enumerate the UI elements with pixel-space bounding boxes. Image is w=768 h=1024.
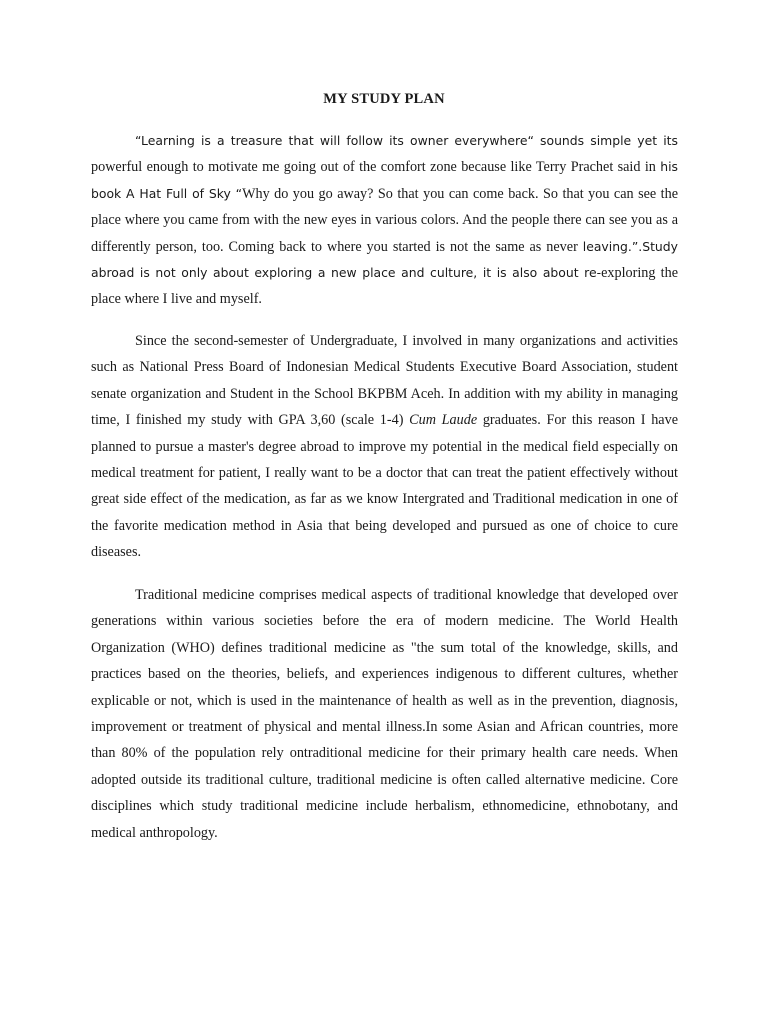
paragraph-intro-text-3: exploring the place where I live and myself. bbox=[91, 265, 678, 308]
paragraph-intro bbox=[91, 128, 678, 313]
paragraph-background bbox=[91, 328, 678, 566]
paragraph-background-text-1: Since the second-semester of Undergraduate, I involved in many organizations and activities such as National Press Board of Indonesian Medical Students Executive Board Association, student senate organization and Student in the School BKPBM Aceh. In addition with my ability in managing time, I finished my study with GPA 3,60 (scale 1-4) bbox=[91, 333, 678, 429]
page-title: MY STUDY PLAN bbox=[323, 91, 445, 107]
paragraph-background-text-2: graduates. For this reason I have planned to pursue a master's degree abroad to improve my potential in the medical field especially on medical treatment for patient, I really want to be a doctor that can treat the patient effectively without great side effect of the medication, as far as we know Intergrated and Traditional medication in one of the favorite medication method in Asia that being developed and pursued as one of choice to cure diseases. bbox=[91, 412, 678, 561]
paragraph-intro-text-1: powerful enough to motivate me going out of the comfort zone because like Terry Prachet said in bbox=[91, 159, 661, 176]
book-reference-text: his book A Hat Full of Sky “ bbox=[91, 159, 678, 201]
opening-quote-text: “Learning is a treasure that will follow its owner everywhere“ sounds simple yet its bbox=[135, 133, 678, 148]
cum-laude-emphasis: Cum Laude bbox=[409, 412, 478, 429]
leaving-quote-text: leaving.”.Study abroad is not only about exploring a new place and culture, it is also about re- bbox=[91, 238, 678, 281]
paragraph-intro-text-2: Why do you go away? So that you can come back. So that you can see the place where you came from with the new eyes in various colors. And the people there can see you as a differently person, too. Coming back to where you started is not the same as never bbox=[91, 185, 679, 255]
paragraph-traditional-medicine: Traditional medicine comprises medical aspects of traditional knowledge that developed over generations within various societies before the era of modern medicine. The World Health Organization (WHO) defines traditional medicine as "the sum total of the knowledge, skills, and practices based on the theories, beliefs, and experiences indigenous to different cultures, whether explicable or not, which is used in the maintenance of health as well as in the prevention, diagnosis, improvement or treatment of physical and mental illness.In some Asian and African countries, more than 80% of the population rely ontraditional medicine for their primary health care needs. When adopted outside its traditional culture, traditional medicine is often called alternative medicine. Core disciplines which study traditional medicine include herbalism, ethnomedicine, ethnobotany, and medical anthropology. bbox=[91, 587, 678, 841]
